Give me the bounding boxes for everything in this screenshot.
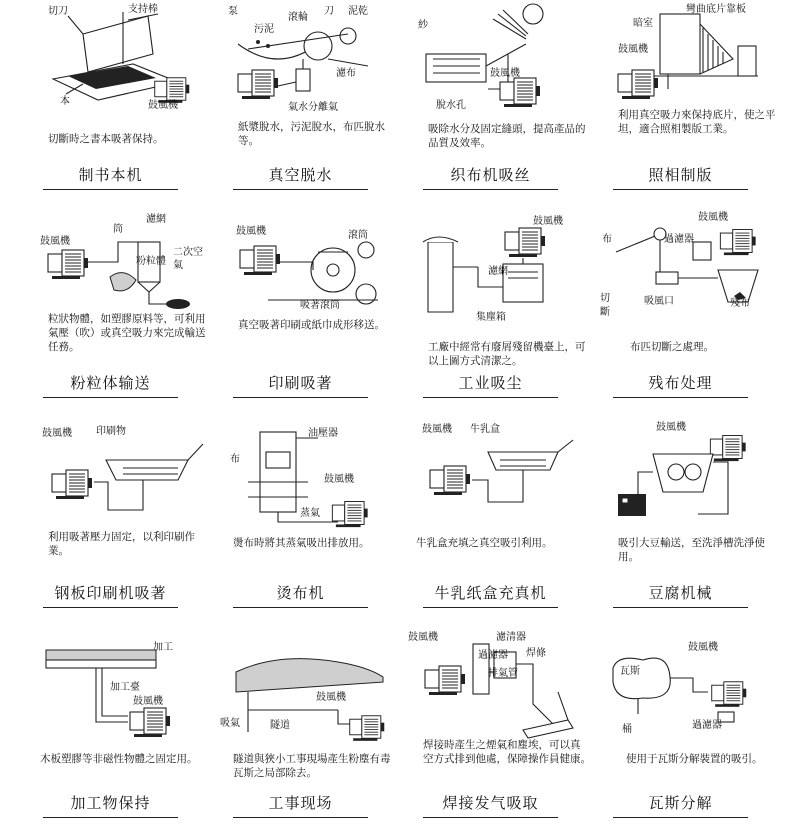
label-darkroom: 暗室: [633, 18, 653, 29]
cell-description: 燙布時將其蒸氣吸出排放用。: [233, 537, 370, 549]
cell-book-machine: [18, 0, 208, 208]
cell-title: 工业吸尘: [423, 372, 558, 398]
label-filter-screen: 濾網: [488, 266, 508, 277]
cell-gas-decomposition: [588, 628, 778, 837]
label-blower: 鼓風機: [148, 100, 178, 111]
cell-title: 工事现场: [233, 792, 368, 818]
cloth-waste-illustration: [598, 212, 768, 328]
cell-welding-fume: [398, 628, 591, 837]
cell-title: 照相制版: [613, 164, 748, 190]
label-printed-matter: 印刷物: [96, 426, 126, 437]
label-blower: 鼓風機: [408, 632, 438, 643]
cell-description: 吸引大豆輸送，至洗淨槽洗淨使用。: [618, 537, 765, 563]
label-filter: 過濾器: [664, 234, 694, 245]
cell-printing-suction: [208, 208, 398, 418]
cell-powder-conveying: [18, 208, 208, 418]
milk-carton-illustration: [408, 422, 578, 538]
cell-title: 钢板印刷机吸著: [43, 582, 178, 608]
cell-description: 木板塑膠等非磁性物體之固定用。: [40, 753, 198, 765]
tofu-machine-illustration: [598, 422, 768, 538]
cell-photo-platemaking: [588, 0, 778, 208]
label-blower: 鼓風機: [656, 422, 686, 433]
cell-industrial-dust-collection: [398, 208, 588, 418]
cell-description: 焊接時產生之煙氣和塵埃，可以真 空方式排到他處，保障操作員健康。: [423, 739, 591, 765]
label-suction: 吸氣: [220, 718, 240, 729]
cell-construction-site: [208, 628, 398, 837]
cell-description: 牛乳盒充填之真空吸引利用。: [416, 537, 553, 549]
label-tunnel: 隧道: [270, 720, 290, 731]
label-blower: 鼓風機: [618, 44, 648, 55]
cell-title: 烫布机: [233, 582, 368, 608]
label-bucket: 桶: [622, 724, 632, 735]
label-book: 本: [60, 96, 70, 107]
cell-description: 利用真空吸力來保持底片，使之平坦，適合照相製版工業。: [618, 109, 776, 135]
cell-description: 真空吸著印刷或紙巾成形移送。: [238, 319, 385, 331]
label-drum: 滾筒: [348, 230, 368, 241]
cell-title: 瓦斯分解: [613, 792, 748, 818]
label-blower: 鼓風機: [533, 216, 563, 227]
label-blower: 鼓風機: [324, 474, 354, 485]
cell-description: 吸除水分及固定縫頭，提高產品的品質及效率。: [428, 123, 586, 149]
cell-description: 利用吸著壓力固定，以利印刷作業。: [48, 531, 195, 557]
cell-description: 使用于瓦斯分解裝置的吸引。: [626, 753, 763, 765]
label-blower: 鼓風機: [42, 428, 72, 439]
label-blower: 鼓風機: [133, 696, 163, 707]
label-blower: 鼓風機: [688, 642, 718, 653]
label-filter-screen: 濾網: [146, 214, 166, 225]
label-suction-drum: 吸著滾筒: [300, 300, 340, 311]
cell-title: 真空脱水: [233, 164, 368, 190]
label-filter: 過濾器: [478, 650, 508, 661]
cell-description: 隧道與狹小工事現場產生粉塵有毒瓦斯之局部除去。: [233, 753, 391, 779]
construction-site-illustration: [218, 632, 388, 748]
label-workpiece: 加工: [153, 642, 173, 653]
cell-title: 牛乳纸盒充真机: [423, 582, 558, 608]
cell-title: 制书本机: [43, 164, 178, 190]
label-cylinder: 筒: [113, 224, 123, 235]
label-knife: 刀: [324, 6, 334, 17]
cell-title: 残布处理: [613, 372, 748, 398]
cell-cloth-waste: [588, 208, 778, 418]
application-grid: [18, 0, 778, 837]
label-blower: 鼓風機: [422, 424, 452, 435]
label-gas: 瓦斯: [620, 666, 640, 677]
cell-description: 切斷時之書本吸著保持。: [48, 133, 164, 145]
cell-cloth-ironing: [208, 418, 398, 628]
cell-title: 粉粒体输送: [43, 372, 178, 398]
label-cleaner: 濾清器: [496, 632, 526, 643]
cell-milk-carton: [398, 418, 588, 628]
label-cutting: 切斷: [600, 293, 610, 318]
cell-title: 织布机吸丝: [423, 164, 558, 190]
label-suction-inlet: 吸風口: [644, 296, 674, 307]
photo-platemaking-illustration: [598, 4, 768, 120]
label-yarn: 紗: [418, 20, 428, 31]
label-exhaust-pipe: 排氣管: [488, 668, 518, 679]
label-welding-rod: 焊條: [526, 648, 546, 659]
label-milk-carton: 牛乳盒: [470, 424, 500, 435]
label-cutter: 切刀: [48, 6, 68, 17]
label-powder: 粉粒體: [136, 256, 166, 267]
label-dry-sludge: 泥乾: [348, 6, 368, 17]
label-curved-film-board: 彎曲底片靠板: [686, 4, 746, 15]
cell-title: 印刷吸著: [233, 372, 368, 398]
label-pump: 泵: [228, 6, 238, 17]
cell-description: 布匹切斷之處理。: [630, 341, 714, 353]
cell-vacuum-dewatering: [208, 0, 398, 208]
label-steam: 蒸氣: [300, 508, 320, 519]
cell-title: 加工物保持: [43, 792, 178, 818]
label-roller: 滾輪: [288, 12, 308, 23]
label-cloth: 布: [602, 234, 612, 245]
cell-description: 粒狀物體，如塑膠原料等，可利用氣壓（吹）或真空吸力來完成輸送任務。: [48, 313, 206, 353]
cell-description: 工廠中經常有廢屑殘留機臺上，可以上圖方式清潔之。: [428, 341, 586, 367]
label-blower: 鼓風機: [490, 68, 520, 79]
label-blower: 鼓風機: [698, 212, 728, 223]
label-blower: 鼓風機: [40, 236, 70, 247]
loom-illustration: [408, 4, 578, 120]
label-waste-cloth: 殘布: [730, 298, 750, 309]
cell-loom-yarn-suction: [398, 0, 588, 208]
cell-steel-plate-printing: [18, 418, 208, 628]
cell-title: 焊接发气吸取: [423, 792, 558, 818]
label-sludge: 污泥: [254, 24, 274, 35]
cell-workpiece-holding: [18, 628, 208, 837]
label-filter: 過濾器: [692, 720, 722, 731]
cell-description: 紙漿脫水，污泥脫水，布匹脫水等。: [238, 121, 385, 147]
label-secondary-air: 二次空氣: [173, 247, 203, 271]
label-blower: 鼓風機: [236, 226, 266, 237]
label-support-rod: 支持棒: [128, 4, 158, 15]
cloth-ironing-illustration: [218, 422, 388, 538]
label-hydraulic-press: 油壓器: [308, 428, 338, 439]
steel-plate-printing-illustration: [28, 422, 198, 538]
label-dust-box: 集塵箱: [476, 312, 506, 323]
label-worktable: 加工臺: [110, 682, 140, 693]
label-cloth: 布: [230, 454, 240, 465]
label-dewatering-hole: 脫水孔: [436, 100, 466, 111]
cell-title: 豆腐机械: [613, 582, 748, 608]
label-air-water-separator: 氣水分離氣: [288, 102, 338, 113]
label-blower: 鼓風機: [316, 692, 346, 703]
label-filter-cloth: 濾布: [336, 68, 356, 79]
cell-tofu-machine: [588, 418, 778, 628]
